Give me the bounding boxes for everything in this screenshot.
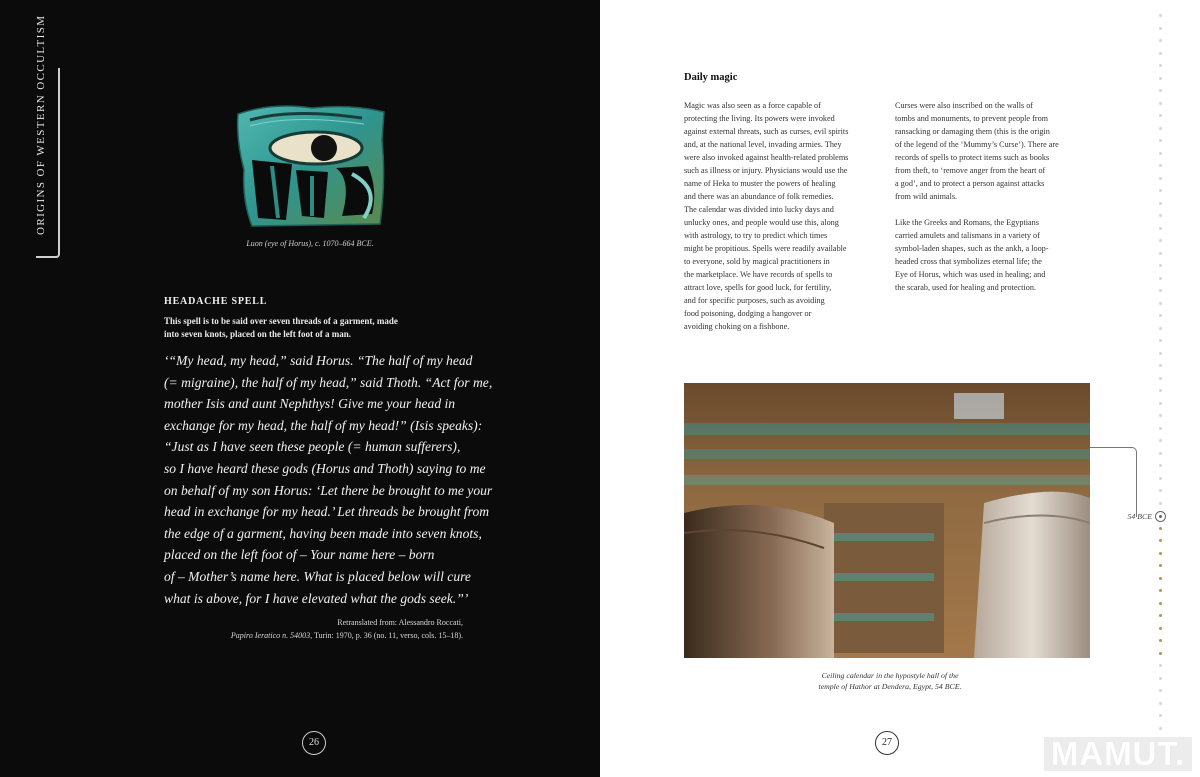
body-line: avoiding choking on a fishbone. — [684, 322, 790, 331]
timeline-dot — [1159, 489, 1162, 492]
body-line: symbol-laden shapes, such as the ankh, a loop- — [895, 244, 1049, 253]
timeline-dot — [1159, 639, 1162, 642]
timeline-dot — [1159, 389, 1162, 392]
timeline-dot — [1159, 177, 1162, 180]
body-line: such as illness or injury. Physicians would use the — [684, 166, 848, 175]
timeline-dot — [1159, 714, 1162, 717]
watermark-text: MAMUT — [1050, 735, 1175, 772]
timeline-dot — [1159, 527, 1162, 530]
spell-line: on behalf of my son Horus: ‘Let there be brought to me your — [164, 482, 493, 498]
timeline-dot — [1159, 364, 1162, 367]
timeline-dot — [1159, 502, 1162, 505]
timeline-dot — [1159, 702, 1162, 705]
timeline-dot — [1159, 652, 1162, 655]
spell-line: the edge of a garment, having been made into seven knots, — [164, 525, 482, 541]
body-line: protecting the living. Its powers were invoked — [684, 114, 835, 123]
timeline-dot — [1159, 552, 1162, 555]
timeline-dot — [1159, 377, 1162, 380]
timeline-connector — [1090, 447, 1137, 517]
chapter-side-title: ORIGINS OF WESTERN OCCULTISM — [35, 14, 47, 235]
timeline-dot — [1159, 539, 1162, 542]
spell-heading: HEADACHE SPELL — [164, 296, 268, 307]
timeline-dot — [1159, 277, 1162, 280]
body-line: attract love, spells for good luck, for fertility, — [684, 283, 832, 292]
body-line: against external threats, such as curses, evil spirits — [684, 127, 849, 136]
timeline-dot — [1159, 214, 1162, 217]
timeline-dot — [1159, 577, 1162, 580]
timeline-dot — [1159, 77, 1162, 80]
spell-line: ‘“My head, my head,” said Horus. “The half of my head — [164, 353, 473, 368]
body-line: the marketplace. We have records of spells to — [684, 270, 833, 279]
watermark-dot: . — [1174, 735, 1186, 772]
timeline-dot — [1159, 727, 1162, 730]
timeline-dot — [1159, 152, 1162, 155]
timeline-dot — [1159, 227, 1162, 230]
dendera-ceiling-photo — [684, 383, 1090, 658]
timeline-dot — [1159, 239, 1162, 242]
body-line: and there was an abundance of folk remedies. — [684, 192, 834, 201]
photo-caption-line: temple of Hathor at Dendera, Egypt, 54 BCE. — [818, 682, 962, 691]
spell-line: mother Isis and aunt Nephthys! Give me your head in — [164, 396, 456, 412]
body-line: The calendar was divided into lucky days and — [684, 205, 834, 214]
watermark-logo — [1044, 737, 1192, 771]
timeline-dot — [1159, 402, 1162, 405]
timeline-dot — [1159, 127, 1162, 130]
body-line: with astrology, to try to predict which times — [684, 231, 828, 240]
timeline-dot — [1159, 52, 1162, 55]
body-line: Like the Greeks and Romans, the Egyptians — [895, 218, 1039, 227]
timeline-dot — [1159, 427, 1162, 430]
body-line: a god’, and to protect a person against attacks — [895, 179, 1045, 188]
body-line: tombs and monuments, to prevent people from — [895, 114, 1049, 123]
credit-line — [200, 629, 463, 642]
body-line: and for specific purposes, such as avoiding — [684, 296, 825, 305]
body-line: from theft, to ‘remove anger from the heart of — [895, 166, 1046, 175]
body-column-1 — [684, 99, 889, 333]
spell-instructions-line: into seven knots, placed on the left foot of a man. — [164, 329, 351, 339]
body-line: ransacking or damaging them (this is the origin — [895, 127, 1050, 136]
timeline-dot — [1159, 477, 1162, 480]
body-line: name of Heka to muster the powers of healing — [684, 179, 836, 188]
timeline-dot — [1159, 302, 1162, 305]
body-line: of the legend of the ‘Mummy’s Curse’). There are — [895, 140, 1059, 149]
timeline-dot — [1159, 677, 1162, 680]
timeline-dot — [1159, 27, 1162, 30]
spell-line: placed on the left foot of – Your name here – born — [164, 547, 435, 563]
body-line: food poisoning, dodging a hangover or — [684, 309, 812, 318]
timeline-dot — [1159, 602, 1162, 605]
credit-details: , Turin: 1970, p. 36 (no. 11, verso, cols. 15–18). — [310, 631, 463, 640]
body-line: Curses were also inscribed on the walls of — [895, 101, 1034, 110]
eye-of-horus-amulet-image — [232, 100, 390, 230]
timeline-dot — [1159, 102, 1162, 105]
spell-line: so I have heard these gods (Horus and Thoth) saying to me — [164, 460, 486, 476]
timeline-dot — [1159, 139, 1162, 142]
source-credit — [200, 616, 463, 642]
spell-text — [164, 350, 493, 609]
timeline-dot — [1159, 252, 1162, 255]
timeline-dots — [1158, 14, 1164, 754]
spell-instructions — [164, 315, 434, 341]
credit-line: Retranslated from: Alessandro Roccati, — [337, 618, 463, 627]
timeline-dot — [1159, 327, 1162, 330]
timeline-dot — [1159, 264, 1162, 267]
spell-line: of – Mother’s name here. What is placed below will cure — [164, 568, 471, 584]
timeline-dot — [1159, 39, 1162, 42]
spell-instructions-line: This spell is to be said over seven threads of a garment, made — [164, 316, 398, 326]
spell-line: what is above, for I have elevated what the gods seek.”’ — [164, 590, 469, 606]
timeline-dot — [1159, 614, 1162, 617]
body-line: were also invoked against health-related problems — [684, 153, 849, 162]
body-line: Eye of Horus, which was used in healing; and — [895, 270, 1046, 279]
body-line: and, at the national level, invading armies. They — [684, 140, 842, 149]
timeline-dot — [1159, 339, 1162, 342]
timeline-dot — [1159, 64, 1162, 67]
timeline-dot — [1159, 314, 1162, 317]
timeline-dot — [1159, 189, 1162, 192]
page-number-left: 26 — [302, 731, 326, 755]
body-line: the scarab, used for healing and protection. — [895, 283, 1036, 292]
body-line: might be propitious. Spells were readily available — [684, 244, 847, 253]
body-line: headed cross that symbolizes eternal life; the — [895, 257, 1042, 266]
body-line: Magic was also seen as a force capable of — [684, 101, 821, 110]
page-number-right: 27 — [875, 731, 899, 755]
timeline-dot — [1159, 464, 1162, 467]
body-column-2 — [895, 99, 1100, 294]
timeline-dot — [1159, 289, 1162, 292]
amulet-caption: Luon (eye of Horus), c. 1070–664 BCE. — [246, 239, 374, 248]
body-line: records of spells to protect items such as books — [895, 153, 1050, 162]
timeline-dot — [1159, 164, 1162, 167]
timeline-dot — [1159, 452, 1162, 455]
timeline-dot — [1159, 414, 1162, 417]
spell-line: “Just as I have seen these people (= human sufferers), — [164, 439, 461, 455]
timeline-dot — [1159, 202, 1162, 205]
timeline-dot — [1159, 689, 1162, 692]
section-title: Daily magic — [684, 72, 738, 83]
timeline-dot — [1159, 14, 1162, 17]
photo-caption — [790, 670, 990, 692]
body-line: carried amulets and talismans in a variety of — [895, 231, 1040, 240]
spell-line: (= migraine), the half of my head,” said Thoth. “Act for me, — [164, 374, 493, 390]
timeline-dot — [1159, 564, 1162, 567]
body-line: from wild animals. — [895, 192, 958, 201]
spell-line: head in exchange for my head.’ Let threads be brought from — [164, 504, 490, 520]
photo-caption-line: Ceiling calendar in the hypostyle hall of the — [821, 671, 959, 680]
timeline-dot — [1159, 589, 1162, 592]
timeline-date-label: 54 BCE — [1127, 512, 1152, 521]
body-line: to everyone, sold by magical practitioners in — [684, 257, 830, 266]
timeline-dot — [1159, 352, 1162, 355]
spell-line: exchange for my head, the half of my head!” (Isis speaks): — [164, 417, 483, 433]
body-line: unlucky ones, and people would use this, along — [684, 218, 839, 227]
timeline-node-icon — [1155, 511, 1166, 522]
timeline-dot — [1159, 627, 1162, 630]
timeline-dot — [1159, 439, 1162, 442]
timeline-dot — [1159, 664, 1162, 667]
timeline-dot — [1159, 89, 1162, 92]
credit-title: Papiro Ieratico n. 54003 — [230, 631, 311, 640]
timeline-dot — [1159, 114, 1162, 117]
